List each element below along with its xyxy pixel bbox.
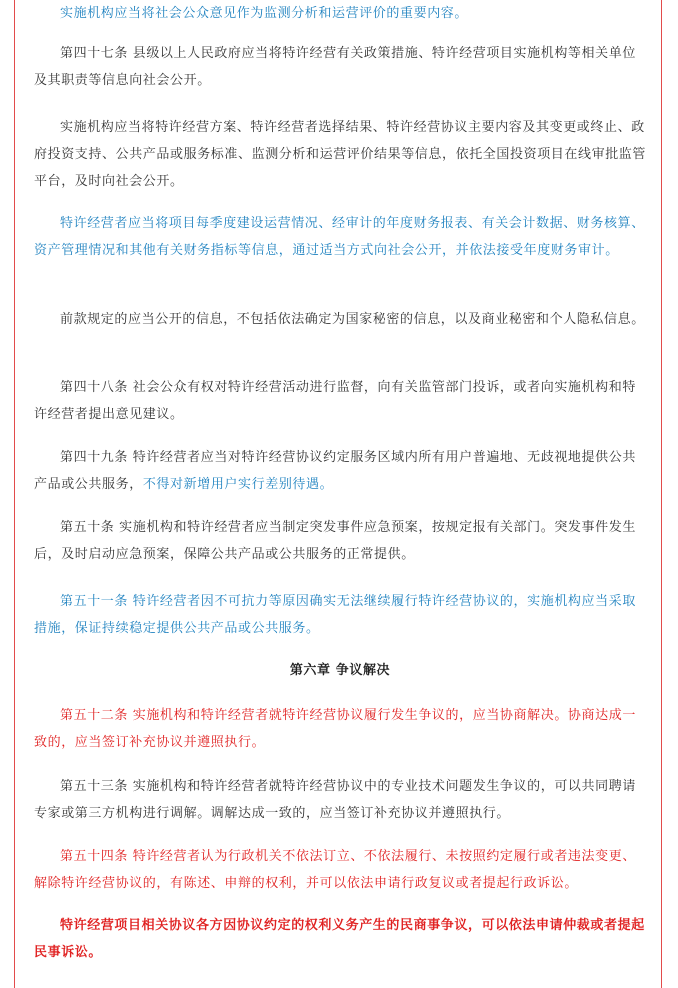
- paragraph-text: 前款规定的应当公开的信息，不包括依法确定为国家秘密的信息，以及商业秘密和个人隐私信息。: [60, 312, 645, 327]
- article-paragraph: [34, 843, 646, 897]
- article-paragraph: [34, 702, 646, 756]
- paragraph-text: 不得对新增用户实行差别待遇。: [142, 477, 334, 492]
- article-paragraph: [34, 306, 646, 333]
- paragraph-text: 实施机构应当将社会公众意见作为监测分析和运营评价的重要内容。: [60, 6, 469, 21]
- article-paragraph: [34, 912, 646, 966]
- paragraph-text: 第四十七条 县级以上人民政府应当将特许经营有关政策措施、特许经营项目实施机构等相关单位及其职责等信息向社会公开。: [34, 46, 636, 88]
- paragraph-text: 第五十四条 特许经营者认为行政机关不依法订立、不依法履行、未按照约定履行或者违法变更、解除特许经营协议的，有陈述、申辩的权利，并可以依法申请行政复议或者提起行政诉讼。: [34, 849, 636, 891]
- article-paragraph: [34, 114, 646, 195]
- article-paragraph: [34, 444, 646, 498]
- article-paragraph: [34, 588, 646, 642]
- paragraph-text: 第四十八条 社会公众有权对特许经营活动进行监督，向有关监管部门投诉，或者向实施机构和特许经营者提出意见建议。: [34, 380, 636, 422]
- paragraph-text: 第五十一条 特许经营者因不可抗力等原因确实无法继续履行特许经营协议的，实施机构应当采取措施，保证持续稳定提供公共产品或公共服务。: [34, 594, 636, 636]
- paragraph-text: 特许经营项目相关协议各方因协议约定的权利义务产生的民商事争议，可以依法申请仲裁或者提起民事诉讼。: [34, 918, 645, 960]
- chapter-heading: 第六章 争议解决: [289, 663, 391, 678]
- article-paragraph: [34, 374, 646, 428]
- article-paragraph: [34, 0, 646, 27]
- article-paragraph: [34, 40, 646, 94]
- paragraph-text: 第四十九条 特许经营者应当对特许经营协议约定服务区域内所有用户普遍地、无歧视地提供公共产品或公共服务，: [34, 450, 636, 492]
- article-paragraph: [34, 773, 646, 827]
- paragraph-text: 第五十条 实施机构和特许经营者应当制定突发事件应急预案，按规定报有关部门。突发事件发生后，及时启动应急预案，保障公共产品或公共服务的正常提供。: [34, 520, 636, 562]
- article-paragraph: [34, 210, 646, 264]
- paragraph-text: 第五十二条 实施机构和特许经营者就特许经营协议履行发生争议的，应当协商解决。协商达成一致的，应当签订补充协议并遵照执行。: [34, 708, 636, 750]
- paragraph-text: 第五十三条 实施机构和特许经营者就特许经营协议中的专业技术问题发生争议的，可以共同聘请专家或第三方机构进行调解。调解达成一致的，应当签订补充协议并遵照执行。: [34, 779, 636, 821]
- article-paragraph: [34, 514, 646, 568]
- paragraph-text: 实施机构应当将特许经营方案、特许经营者选择结果、特许经营协议主要内容及其变更或终止、政府投资支持、公共产品或服务标准、监测分析和运营评价结果等信息，依托全国投资项目在线审批监管平台，及时向社会公开。: [34, 120, 647, 189]
- paragraph-text: 特许经营者应当将项目每季度建设运营情况、经审计的年度财务报表、有关会计数据、财务核算、资产管理情况和其他有关财务指标等信息，通过适当方式向社会公开，并依法接受年度财务审计。: [34, 216, 645, 258]
